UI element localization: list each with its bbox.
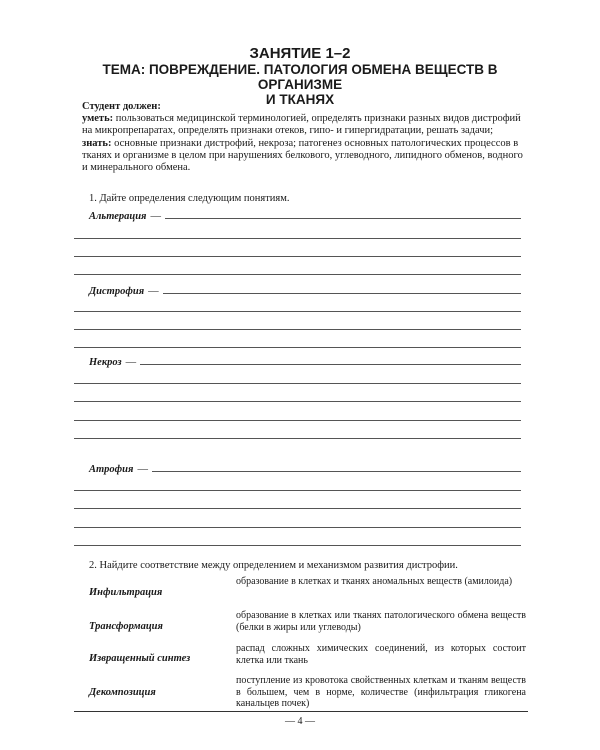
answer-line[interactable] (74, 256, 521, 257)
footer-divider (74, 711, 528, 712)
term-dash: — (137, 464, 148, 475)
mechanism-label: Декомпозиция (89, 687, 156, 698)
answer-line[interactable] (74, 238, 521, 239)
mechanism-definition: образование в клетках или тканях патологического обмена веществ (белки в жиры или углеводы) (236, 610, 526, 633)
mechanism-label: Извращенный синтез (89, 653, 191, 664)
answer-line[interactable] (74, 311, 521, 312)
znat-label: знать: (82, 137, 112, 149)
answer-line[interactable] (165, 218, 521, 219)
answer-line[interactable] (74, 274, 521, 275)
answer-line[interactable] (74, 401, 521, 402)
term-dash: — (150, 211, 161, 222)
answer-line[interactable] (74, 420, 521, 421)
answer-line[interactable] (74, 347, 521, 348)
student-label: Студент должен: (82, 101, 161, 112)
mechanism-label: Инфильтрация (89, 587, 163, 598)
term-label: Альтерация (89, 211, 147, 222)
term-row-dystrophy (89, 283, 521, 297)
lesson-title: ЗАНЯТИЕ 1–2 (249, 45, 351, 62)
term-row-alteration (89, 208, 521, 222)
term-row-necrosis (89, 354, 521, 368)
answer-line[interactable] (74, 508, 521, 509)
answer-line[interactable] (140, 364, 521, 365)
term-label: Дистрофия (89, 286, 145, 297)
umet-text: пользоваться медицинской терминологией, определять признаки разных видов дистрофий на микропрепаратах, определять признаки отеков, гипо- и гипергидратации, решать задачи; (82, 113, 521, 137)
mechanism-definition: поступление из кровотока свойственных клеткам и тканям веществ в большем, чем в норме, количестве (инфильтрация гликогена канальцев почек) (236, 675, 526, 709)
answer-line[interactable] (74, 527, 521, 528)
znat-text: основные признаки дистрофий, некроза; патогенез основных патологических процессов в тканях и организме в целом при нарушениях белкового, углеводного, липидного обменов, водного и минерального обмена. (82, 137, 523, 174)
mechanism-label: Трансформация (89, 621, 163, 632)
term-row-atrophy (89, 461, 521, 475)
umet-label: уметь: (82, 113, 114, 125)
term-label: Некроз (89, 357, 122, 368)
task1-prompt: 1. Дайте определения следующим понятиям. (89, 193, 290, 204)
page-number: — 4 — (285, 716, 315, 727)
task2-prompt: 2. Найдите соответствие между определением и механизмом развития дистрофии. (89, 560, 458, 571)
answer-line[interactable] (152, 471, 521, 472)
mechanism-definition: образование в клетках и тканях аномальных веществ (амилоида) (236, 576, 513, 587)
answer-line[interactable] (74, 490, 521, 491)
topic-title-line1: ТЕМА: ПОВРЕЖДЕНИЕ. ПАТОЛОГИЯ ОБМЕНА ВЕЩЕСТВ В ОРГАНИЗМЕ (102, 62, 498, 92)
learning-objectives (82, 101, 527, 174)
answer-line[interactable] (74, 438, 521, 439)
answer-line[interactable] (74, 383, 521, 384)
term-label: Атрофия (89, 464, 134, 475)
term-dash: — (148, 286, 159, 297)
answer-line[interactable] (74, 545, 521, 546)
answer-line[interactable] (74, 329, 521, 330)
topic-title-line2: И ТКАНЯХ (265, 92, 335, 107)
answer-line[interactable] (163, 293, 521, 294)
term-dash: — (125, 357, 137, 368)
mechanism-definition: распад сложных химических соединений, из которых состоит клетка или ткань (236, 643, 526, 666)
